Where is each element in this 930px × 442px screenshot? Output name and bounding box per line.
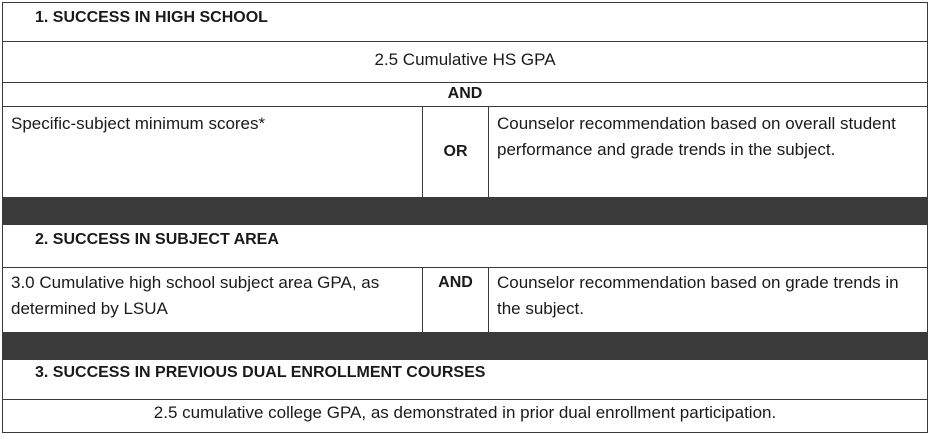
section1-connector: AND [3,83,928,107]
section2-middle-cell [423,268,489,333]
section1-gpa-cell [3,42,928,83]
section2-heading: 2. SUCCESS IN SUBJECT AREA [3,225,928,268]
section1-right: Counselor recommendation based on overall student performance and grade trends in the subject. [497,114,896,159]
section2-right: Counselor recommendation based on grade trends in the subject. [497,273,899,318]
section1-left-cell [3,107,423,198]
section-divider [3,198,928,225]
section2-left-cell [3,268,423,333]
section-divider [3,333,928,360]
section1-right-cell [489,107,928,198]
section2-left: 3.0 Cumulative high school subject area GPA, as determined by LSUA [11,273,380,318]
requirements-table [2,2,928,433]
section1-left: Specific-subject minimum scores* [11,114,266,133]
section3-gpa: 2.5 cumulative college GPA, as demonstrated in prior dual enrollment participation. [153,403,777,422]
section2-right-cell [489,268,928,333]
requirements-document [2,2,927,433]
section3-gpa-cell [3,400,928,433]
section2-middle: AND [438,274,473,291]
section1-middle: OR [443,143,468,160]
section1-heading: 1. SUCCESS IN HIGH SCHOOL [3,3,928,42]
section3-heading: 3. SUCCESS IN PREVIOUS DUAL ENROLLMENT COURSES [3,360,928,400]
section1-gpa: 2.5 Cumulative HS GPA [374,50,556,69]
section1-middle-cell [423,107,489,198]
